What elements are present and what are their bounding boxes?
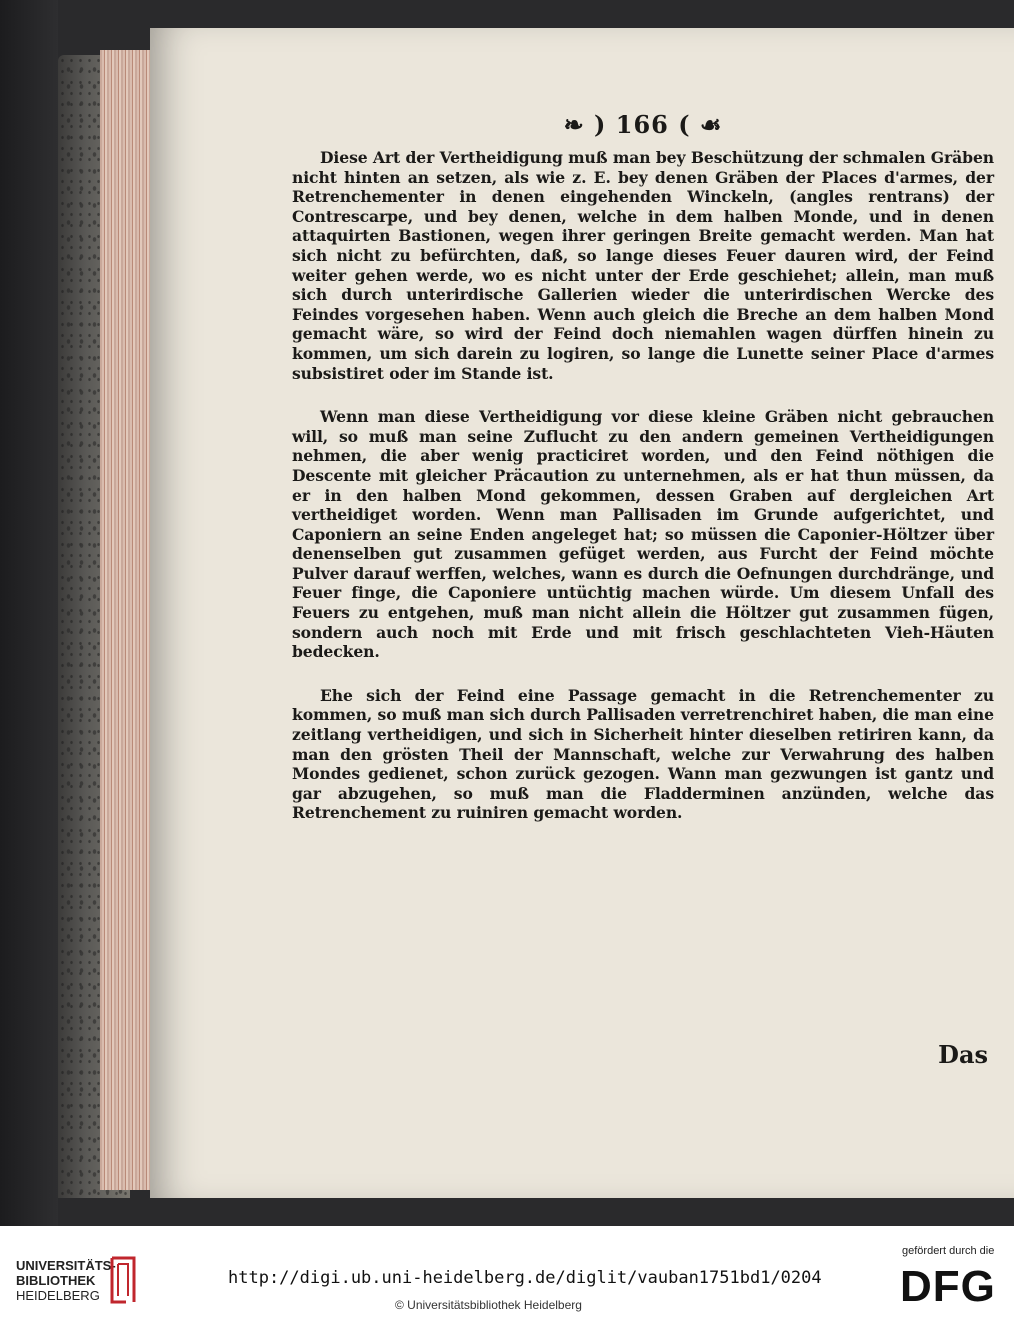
page-text-block xyxy=(292,110,994,847)
scan-bottom-shadow xyxy=(58,1198,1014,1226)
copyright-notice: © Universitätsbibliothek Heidelberg xyxy=(395,1298,582,1312)
catchword: Das xyxy=(938,1040,988,1069)
ornament-left-icon: ❧ xyxy=(563,110,585,139)
library-logo-icon xyxy=(104,1254,142,1306)
library-name-line3: HEIDELBERG xyxy=(16,1288,100,1303)
paragraph-1: Diese Art der Vertheidigung muß man bey Beschützung der schmalen Gräben nicht hinten an setzen, als wie z. E. bey denen Gräben der Places d'armes, der Retrenchementer in denen eingehenden Winckeln, (angles rentrans) der Contrescarpe, und bey denen, welche in dem halben Monde, und in denen attaquirten Bastionen, wegen ihrer geringen Breite gemacht werden. Man hat sich nicht zu befürchten, daß, so lange dieses Feuer dauren wird, der Feind weiter gehen werde, wo es nicht unter der Erde geschiehet; allein, man muß sich durch unterirdische Gallerien wieder die unterirdischen Wercke des Feindes vorgesehen haben. Wenn auch gleich die Breche an dem halben Mond gemacht wäre, so wird der Feind doch niemahlen wagen dürffen hinein zu kommen, um sich darein zu logiren, so lange die Lunette seiner Place d'armes subsistiret oder im Stande ist. xyxy=(292,148,994,383)
ornament-right-icon: ☙ xyxy=(699,110,723,139)
library-name-line1: UNIVERSITÄTS- xyxy=(16,1258,116,1273)
funding-label: gefördert durch die xyxy=(902,1245,995,1257)
scan-background xyxy=(0,0,58,1226)
paragraph-3: Ehe sich der Feind eine Passage gemacht in die Retrenchementer zu kommen, so muß man sich durch Pallisaden verretrenchiret haben, die man eine zeitlang vertheidigen, und sich in Sicherheit hinter dieselben retiriren kann, da man den grösten Theil der Mannschaft, welche zur Verwahrung des halben Mondes gedienet, schon zurück gezogen. Wann man gezwungen ist gantz und gar abzugehen, so muß man die Fladderminen anzünden, welche das Retrenchement zu ruiniren gemacht worden. xyxy=(292,685,994,823)
paragraph-2: Wenn man diese Vertheidigung vor diese kleine Gräben nicht gebrauchen will, so muß man seine Zuflucht zu den andern gemeinen Vertheidigungen nehmen, die aber wenig practiciret worden, und den Feind nöthigen die Descente mit gleicher Präcaution zu unternehmen, als er hat thun müssen, da er in den halben Mond gekommen, dessen Graben auf dergleichen Art vertheidiget worden. Wenn man Pallisaden im Grunde aufgerichtet, und Caponiern an seine Enden angeleget hat; so müssen die Caponier-Höltzer über denenselben gut zusammen gefüget werden, aus Furcht der Feind möchte Pulver darauf werffen, welches, wann es durch die Oefnungen durchdränge, und Feuer finge, die Caponiere untüchtig machen würde. Um diesem Unfall des Feuers zu entgehen, muß man nicht allein die Höltzer gut zusammen fügen, sondern auch noch mit Erde und mit frisch geschlachteten Vieh-Häuten bedecken. xyxy=(292,407,994,662)
library-name-line2: BIBLIOTHEK xyxy=(16,1273,96,1288)
page-url-link[interactable]: http://digi.ub.uni-heidelberg.de/diglit/vauban1751bd1/0204 xyxy=(228,1268,822,1288)
page-number: ) 166 ( xyxy=(594,110,691,139)
dfg-logo: DFG xyxy=(900,1262,996,1311)
page-header xyxy=(292,110,994,140)
library-logo-text xyxy=(16,1258,116,1303)
